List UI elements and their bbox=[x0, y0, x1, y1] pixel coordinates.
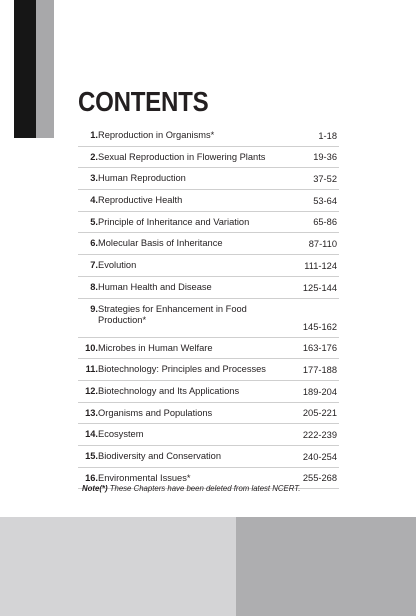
chapter-number: 12. bbox=[85, 385, 98, 396]
chapter-number: 13. bbox=[85, 407, 98, 418]
chapter-pages: 87-110 bbox=[308, 239, 337, 250]
chapter-pages: 222-239 bbox=[302, 429, 337, 440]
chapter-pages: 189-204 bbox=[302, 386, 337, 397]
chapter-pages: 19-36 bbox=[313, 152, 337, 163]
chapter-number: 8. bbox=[90, 281, 98, 292]
chapter-number: 3. bbox=[90, 173, 98, 184]
chapter-number: 1. bbox=[90, 130, 98, 140]
chapter-number: 10. bbox=[85, 342, 98, 353]
footnote-text: These Chapters have been deleted from latest NCERT. bbox=[107, 484, 301, 493]
toc-row[interactable] bbox=[78, 277, 339, 299]
toc-row[interactable] bbox=[78, 255, 339, 277]
chapter-title: Biotechnology: Principles and Processes bbox=[98, 364, 266, 375]
decorative-bar-gray bbox=[36, 0, 54, 138]
chapter-title: Ecosystem bbox=[98, 429, 144, 440]
chapter-title: Organisms and Populations bbox=[98, 407, 213, 418]
footer-band-light bbox=[0, 517, 236, 616]
chapter-title: Evolution bbox=[98, 260, 137, 271]
chapter-pages: 1-18 bbox=[318, 130, 337, 141]
chapter-number: 7. bbox=[90, 260, 98, 271]
footnote bbox=[82, 484, 300, 493]
chapter-title: Biodiversity and Conservation bbox=[98, 450, 221, 461]
chapter-title: Biotechnology and Its Applications bbox=[98, 385, 240, 396]
chapter-number: 2. bbox=[90, 151, 98, 162]
chapter-pages: 163-176 bbox=[302, 343, 337, 354]
toc-row[interactable] bbox=[78, 168, 339, 190]
chapter-title: Molecular Basis of Inheritance bbox=[98, 238, 223, 249]
decorative-bar-black bbox=[14, 0, 36, 138]
toc-row[interactable] bbox=[78, 147, 339, 169]
footer-band-dark bbox=[236, 517, 416, 616]
chapter-pages: 125-144 bbox=[302, 282, 337, 293]
chapter-number: 16. bbox=[85, 472, 98, 483]
toc-row[interactable] bbox=[78, 446, 339, 468]
chapter-title: Human Reproduction bbox=[98, 173, 186, 184]
toc-row[interactable] bbox=[78, 190, 339, 212]
chapter-pages: 255-268 bbox=[302, 473, 337, 484]
toc-row[interactable] bbox=[78, 212, 339, 234]
toc-row[interactable] bbox=[78, 125, 339, 147]
chapter-pages: 145-162 bbox=[302, 321, 337, 332]
table-of-contents bbox=[78, 125, 339, 489]
chapter-title: Principle of Inheritance and Variation bbox=[98, 216, 250, 227]
toc-row[interactable] bbox=[78, 424, 339, 446]
chapter-title: Microbes in Human Welfare bbox=[98, 342, 213, 353]
chapter-title: Reproduction in Organisms* bbox=[98, 130, 215, 140]
chapter-number: 6. bbox=[90, 238, 98, 249]
page-title: CONTENTS bbox=[78, 86, 209, 117]
chapter-title: Reproductive Health bbox=[98, 195, 183, 206]
chapter-number: 9. bbox=[90, 303, 98, 314]
chapter-title: Human Health and Disease bbox=[98, 281, 212, 292]
chapter-number: 15. bbox=[85, 450, 98, 461]
chapter-pages: 37-52 bbox=[313, 174, 337, 185]
chapter-pages: 53-64 bbox=[313, 195, 337, 206]
chapter-title: Strategies for Enhancement in Food Production* bbox=[98, 303, 247, 325]
chapter-number: 4. bbox=[90, 195, 98, 206]
footnote-label: Note(*) bbox=[82, 484, 108, 493]
chapter-pages: 111-124 bbox=[304, 260, 337, 271]
chapter-pages: 65-86 bbox=[313, 217, 337, 228]
toc-row[interactable] bbox=[78, 403, 339, 425]
chapter-pages: 240-254 bbox=[302, 451, 337, 462]
chapter-number: 14. bbox=[85, 429, 98, 440]
chapter-pages: 205-221 bbox=[302, 408, 337, 419]
toc-row[interactable] bbox=[78, 299, 339, 338]
toc-row[interactable] bbox=[78, 233, 339, 255]
toc-row[interactable] bbox=[78, 338, 339, 360]
chapter-number: 5. bbox=[90, 216, 98, 227]
toc-row[interactable] bbox=[78, 381, 339, 403]
chapter-number: 11. bbox=[85, 364, 98, 375]
toc-row[interactable] bbox=[78, 359, 339, 381]
chapter-pages: 177-188 bbox=[302, 364, 337, 375]
chapter-title: Sexual Reproduction in Flowering Plants bbox=[98, 151, 266, 162]
chapter-title: Environmental Issues* bbox=[98, 472, 191, 483]
